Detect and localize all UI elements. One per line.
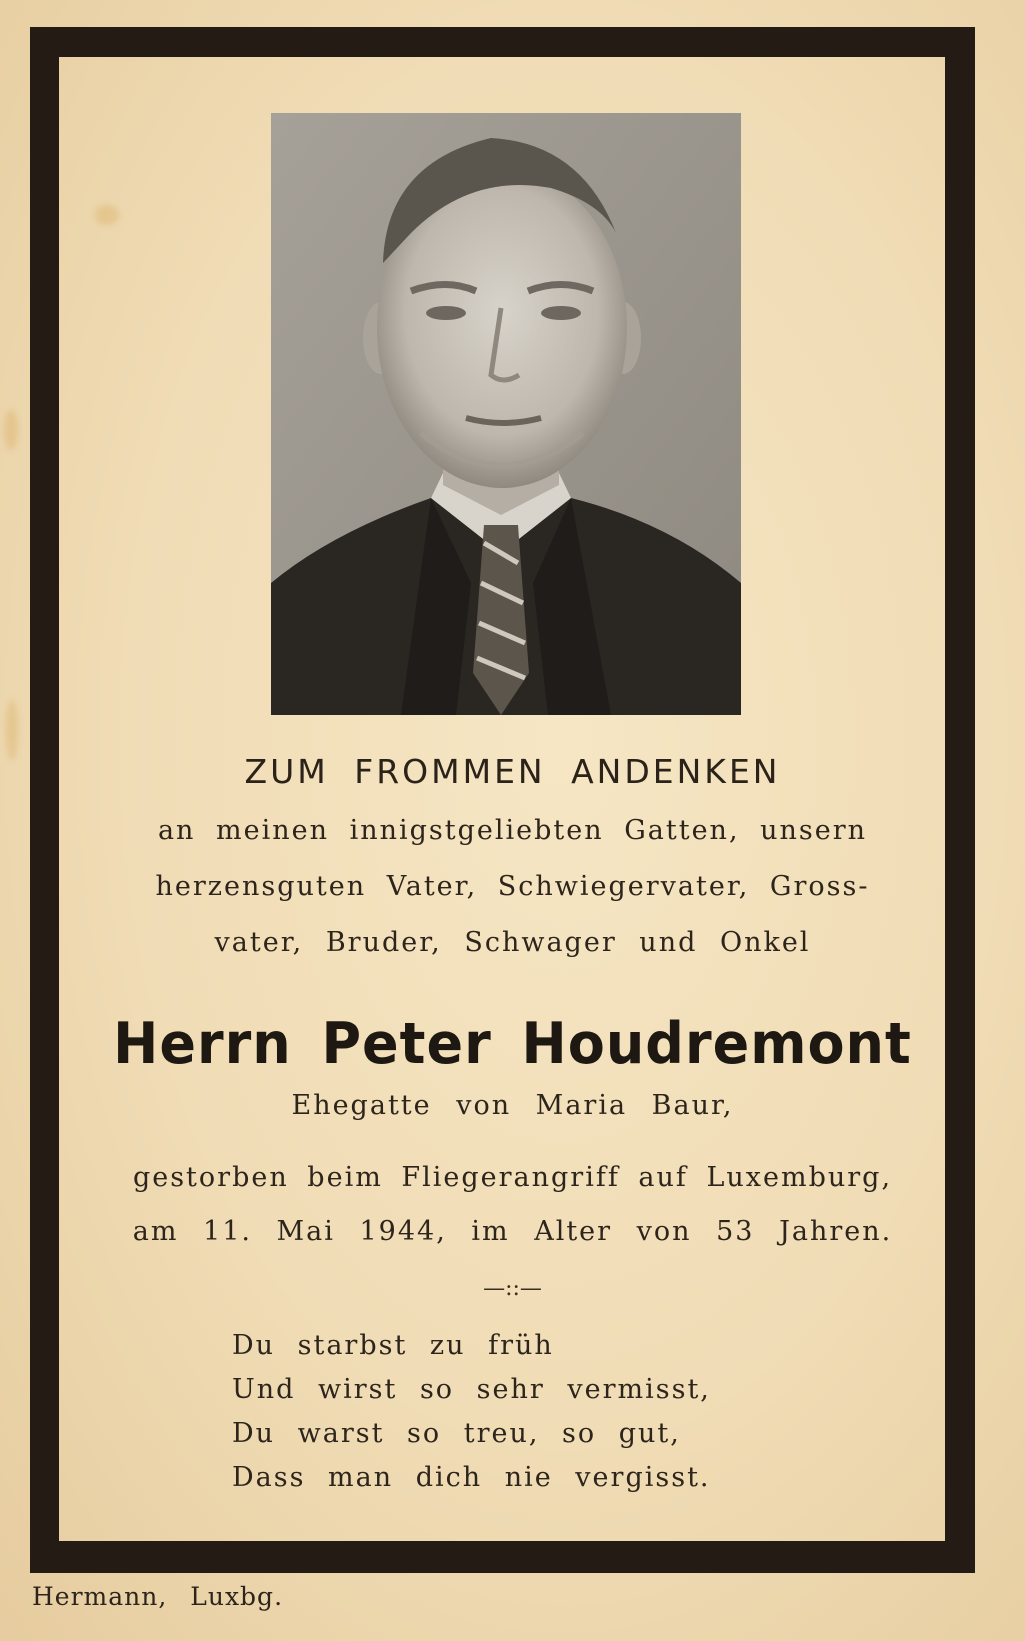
dedication-line-1: an meinen innigstgeliebten Gatten, unsern xyxy=(157,815,868,846)
ornament-divider: —::— xyxy=(483,1276,542,1301)
verse-line-3: Du warst so treu, so gut, xyxy=(232,1418,681,1449)
portrait-photo xyxy=(271,113,741,715)
verse-line-4: Dass man dich nie vergisst. xyxy=(232,1462,711,1493)
death-line-1: gestorben beim Fliegerangriff auf Luxemburg, xyxy=(132,1162,893,1193)
dedication-line-3: vater, Bruder, Schwager und Onkel xyxy=(214,927,811,958)
verse-line-1: Du starbst zu früh xyxy=(232,1330,554,1361)
printer-credit: Hermann, Luxbg. xyxy=(32,1582,284,1611)
deceased-name: Herrn Peter Houdremont xyxy=(113,1010,912,1077)
paper-stain xyxy=(6,700,18,760)
memorial-heading: ZUM FROMMEN ANDENKEN xyxy=(244,752,781,791)
paper-stain xyxy=(4,410,18,450)
verse-line-2: Und wirst so sehr vermisst, xyxy=(232,1374,711,1405)
death-line-2: am 11. Mai 1944, im Alter von 53 Jahren. xyxy=(132,1216,893,1247)
portrait-illustration xyxy=(271,113,741,715)
dedication-line-2: herzensguten Vater, Schwiegervater, Gross- xyxy=(155,871,870,902)
spouse-line: Ehegatte von Maria Baur, xyxy=(291,1090,734,1121)
